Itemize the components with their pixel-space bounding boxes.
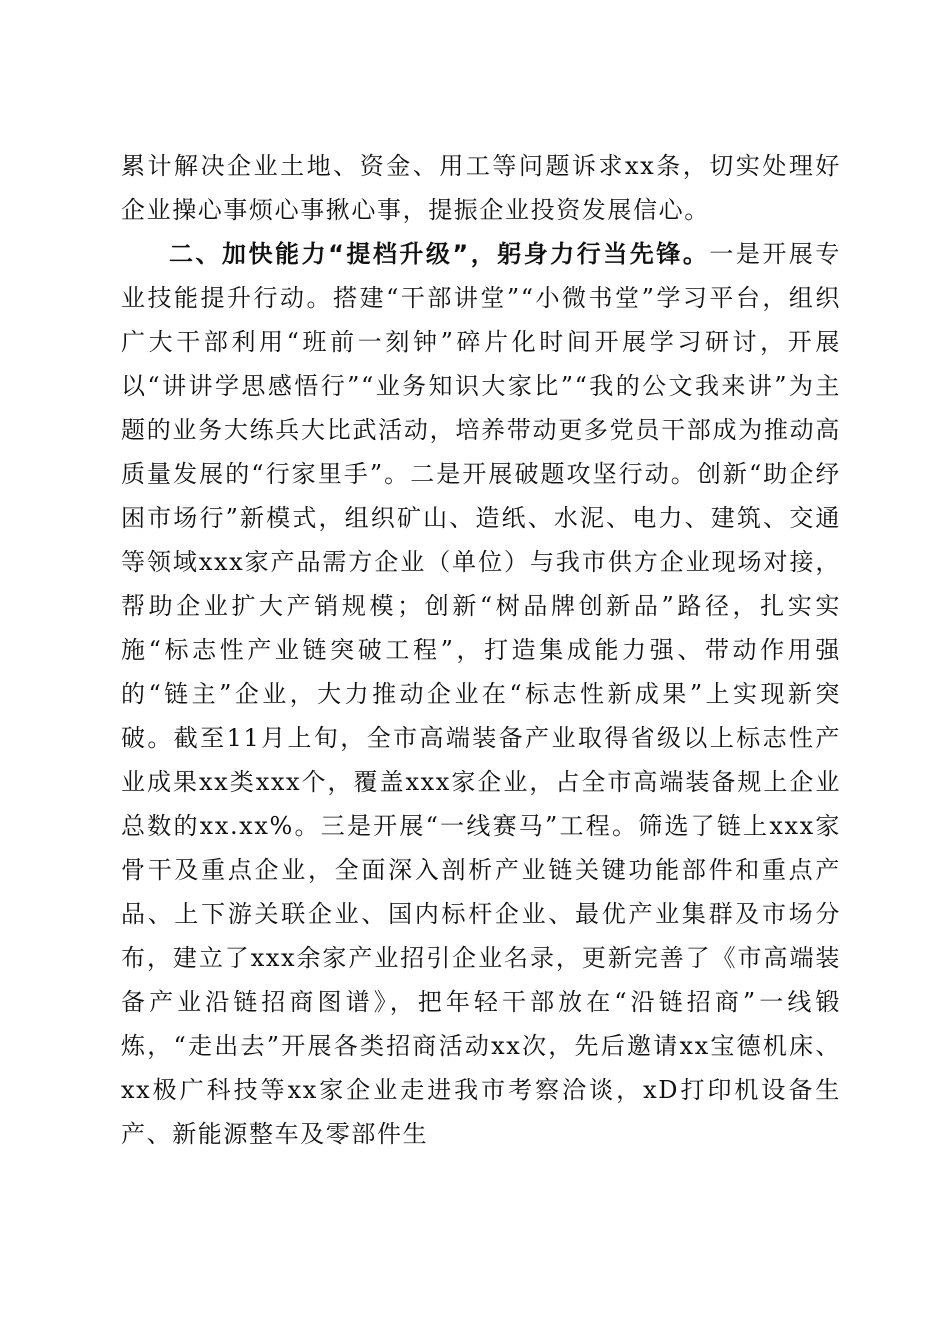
section-heading: 二、加快能力“提档升级”，躬身力行当先锋。 bbox=[169, 240, 710, 268]
paragraph-1-text: 累计解决企业土地、资金、用工等问题诉求xx条，切实处理好企业操心事烦心事揪心事，提振企业投资发展信心。 bbox=[121, 152, 841, 224]
body-text bbox=[121, 144, 841, 1156]
paragraph-continued bbox=[121, 144, 841, 232]
paragraph-2 bbox=[121, 232, 841, 1156]
paragraph-2-body: 一是开展专业技能提升行动。搭建“干部讲堂”“小微书堂”学习平台，组织广大干部利用“班前一刻钟”碎片化时间开展学习研讨，开展以“讲讲学思感悟行”“业务知识大家比”“我的公文我来讲”为主题的业务大练兵大比武活动，培养带动更多党员干部成为推动高质量发展的“行家里手”。二是开展破题攻坚行动。创新“助企纾困市场行”新模式，组织矿山、造纸、水泥、电力、建筑、交通等领域xxx家产品需方企业（单位）与我市供方企业现场对接，帮助企业扩大产销规模；创新“树品牌创新品”路径，扎实实施“标志性产业链突破工程”，打造集成能力强、带动作用强的“链主”企业，大力推动企业在“标志性新成果”上实现新突破。截至11月上旬，全市高端装备产业取得省级以上标志性产业成果xx类xxx个，覆盖xxx家企业，占全市高端装备规上企业总数的xx.xx%。三是开展“一线赛马”工程。筛选了链上xxx家骨干及重点企业，全面深入剖析产业链关键功能部件和重点产品、上下游关联企业、国内标杆企业、最优产业集群及市场分布，建立了xxx余家产业招引企业名录，更新完善了《市高端装备产业沿链招商图谱》，把年轻干部放在“沿链招商”一线锻炼，“走出去”开展各类招商活动xx次，先后邀请xx宝德机床、xx极广科技等xx家企业走进我市考察洽谈，xD打印机设备生产、新能源整车及零部件生 bbox=[121, 240, 841, 1148]
